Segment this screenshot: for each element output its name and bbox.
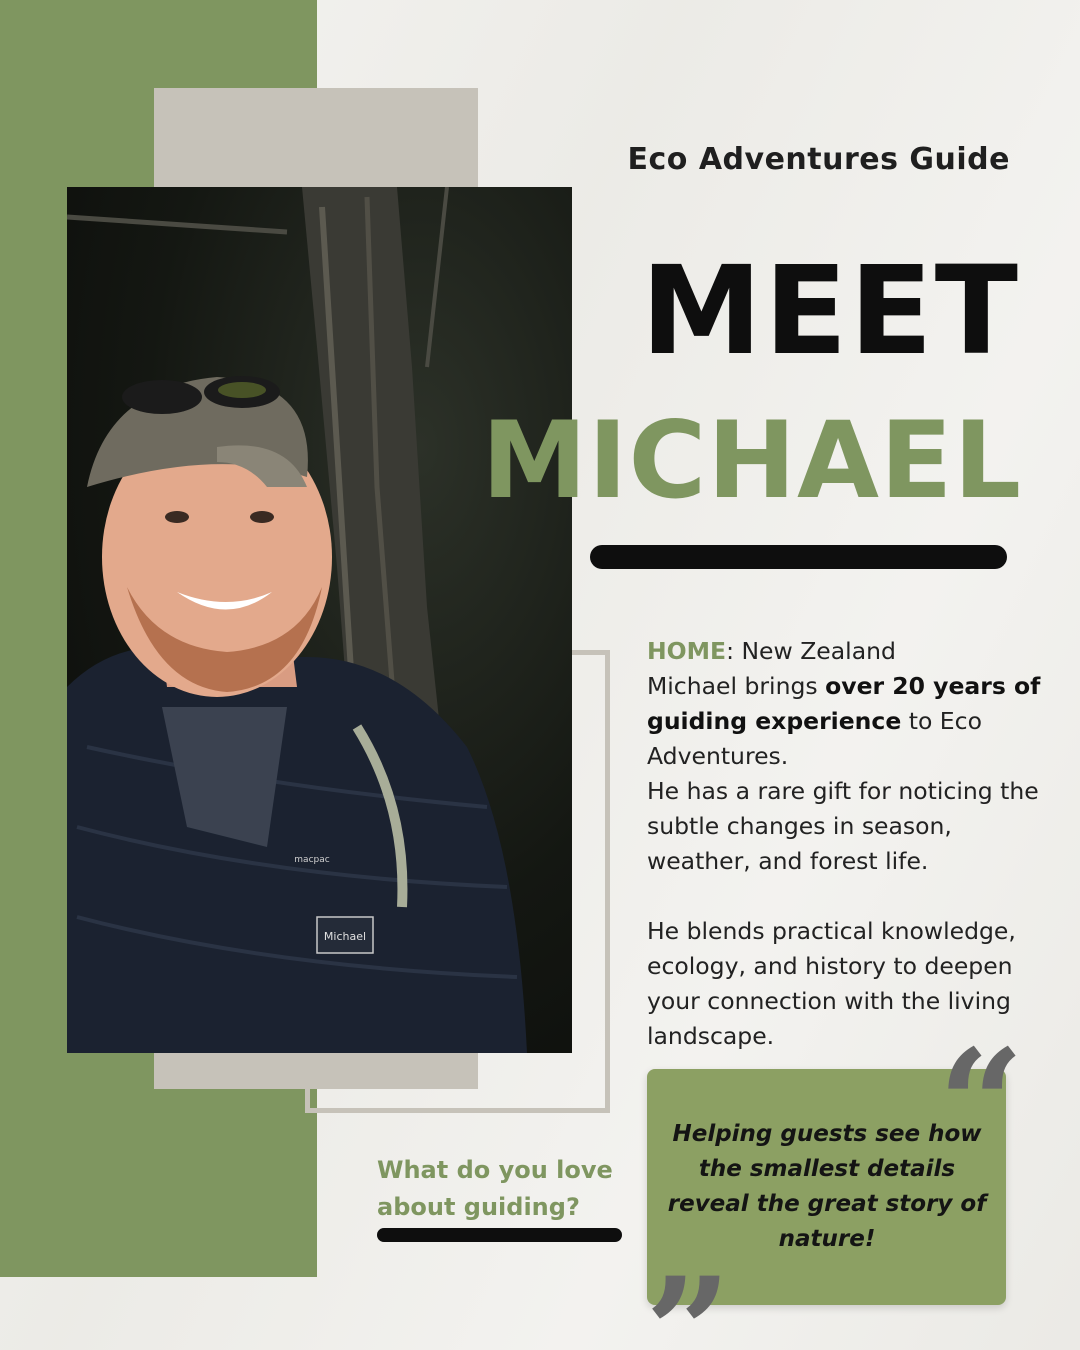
portrait-illustration xyxy=(67,187,572,1053)
headline-name: MICHAEL xyxy=(481,399,1022,522)
guide-portrait-photo xyxy=(67,187,572,1053)
badge-text: Michael xyxy=(323,930,367,943)
gift-text: He has a rare gift for noticing the subtle changes in season, weather, and forest life. xyxy=(647,777,1039,875)
home-label: HOME xyxy=(647,637,727,665)
kicker-title: Eco Adventures Guide xyxy=(627,142,1010,177)
quote-answer: Helping guests see how the smallest details reveal the great story of nature! xyxy=(667,1121,987,1252)
jacket-brand-text: macpac xyxy=(294,855,330,865)
puffer-jacket xyxy=(67,647,527,1053)
home-line xyxy=(647,634,1047,669)
bio-block xyxy=(647,634,1047,1054)
intro-suffix: to Eco Adventures. xyxy=(647,707,982,770)
blend-text: He blends practical knowledge, ecology, and history to deepen your connection with the living landscape. xyxy=(647,917,1016,1050)
headline-meet: MEET xyxy=(640,240,1020,382)
close-quote-icon: ” xyxy=(645,1245,732,1350)
sunglasses xyxy=(122,380,202,414)
intro-prefix: Michael brings xyxy=(647,672,826,700)
question-text: What do you love about guiding? xyxy=(377,1156,613,1221)
home-value: : New Zealand xyxy=(726,637,896,665)
intro-line xyxy=(647,669,1047,774)
intro-highlight: over 20 years of guiding experience xyxy=(647,672,1041,735)
headline-underline xyxy=(590,545,1007,569)
question-underline xyxy=(377,1228,622,1242)
open-quote-icon: “ xyxy=(938,1017,1025,1193)
